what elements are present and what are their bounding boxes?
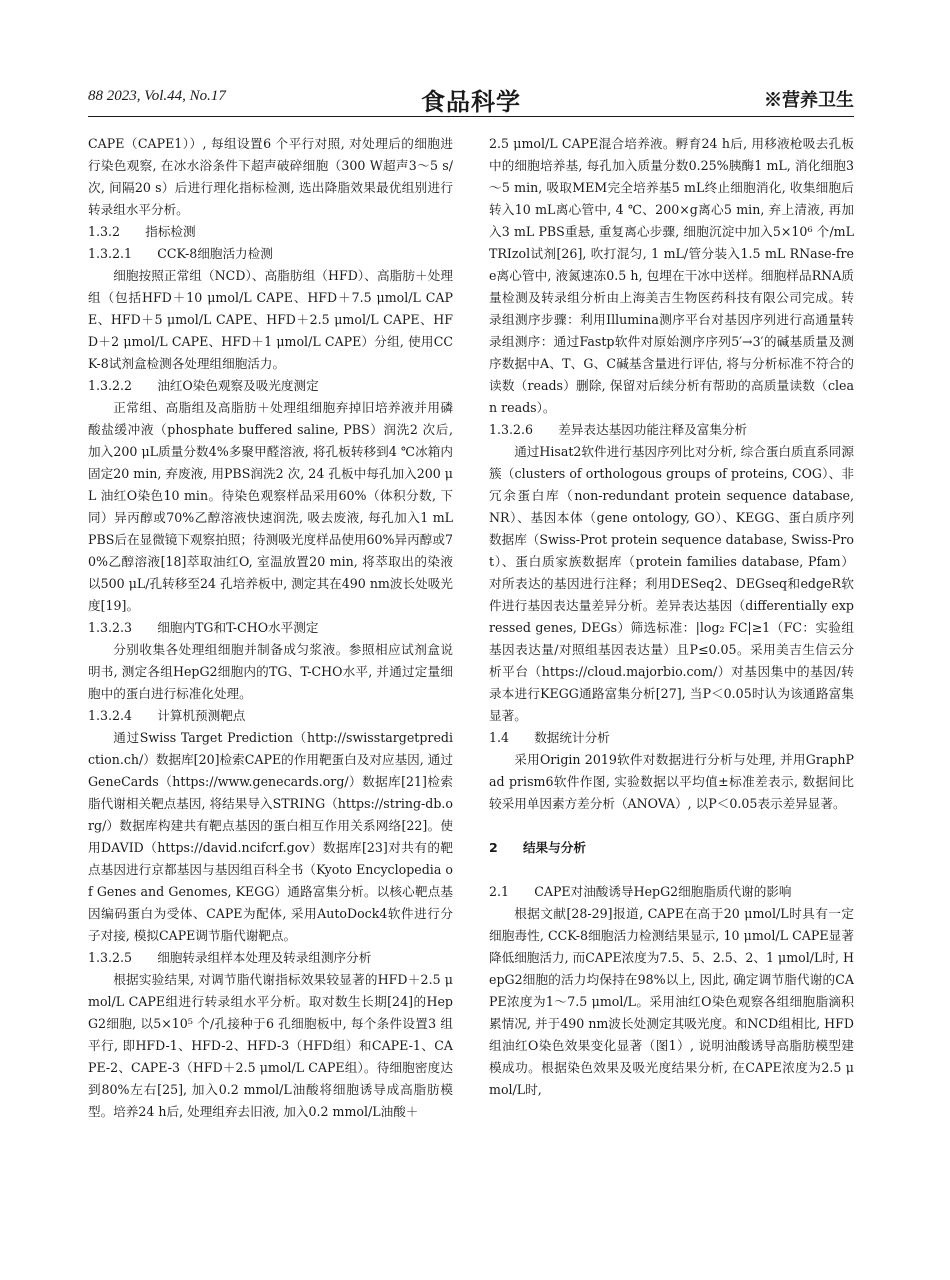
left-column [88, 133, 453, 1123]
subsection-heading: 1.3.2.2 油红O染色观察及吸光度测定 [88, 378, 319, 393]
body-paragraph: 通过Swiss Target Prediction（http://swisstargetprediction.ch/）数据库[20]检索CAPE的作用靶蛋白及对应基因, 通过GeneCards（https://www.genecards.org/）数据库[21]检索脂代谢相关靶点基因, 将结果导入STRING（https://string-db.org/）数据库构建共有靶点基因的蛋白相互作用关系网络[22]。使用DAVID（https://david.ncifcrf.gov）数据库[23]对共有的靶点基因进行京都基因与基因组百科全书（Kyoto Encyclopedia of Genes and Genomes, KEGG）通路富集分析。以核心靶点基因编码蛋白为受体、CAPE为配体, 采用AutoDock4软件进行分子对接, 模拟CAPE调节脂代谢靶点。 [88, 730, 453, 943]
section-label: ※营养卫生 [764, 90, 854, 111]
subsection-heading: 1.4 数据统计分析 [489, 730, 610, 745]
subsection-heading: 1.3.2.1 CCK-8细胞活力检测 [88, 246, 273, 261]
subsection-heading: 1.3.2.4 计算机预测靶点 [88, 708, 246, 723]
body-paragraph: CAPE（CAPE1））, 每组设置6 个平行对照, 对处理后的细胞进行染色观察, 在冰水浴条件下超声破碎细胞（300 W超声3～5 s/次, 间隔20 s）后进行理化指标检测, 选出降脂效果最优组别进行转录组水平分析。 [88, 136, 453, 217]
subsection-heading: 1.3.2.5 细胞转录组样本处理及转录组测序分析 [88, 950, 372, 965]
subsection-heading: 1.3.2.3 细胞内TG和T-CHO水平测定 [88, 620, 319, 635]
subsection-heading: 1.3.2.6 差异表达基因功能注释及富集分析 [489, 422, 748, 437]
body-paragraph: 2.5 μmol/L CAPE混合培养液。孵育24 h后, 用移液枪吸去孔板中的细胞培养基, 每孔加入质量分数0.25%胰酶1 mL, 消化细胞3～5 min, 吸取MEM完全培养基5 mL终止细胞消化, 收集细胞后转入10 mL离心管中, 4 ℃、200×g离心5 min, 弃上清液, 再加入3 mL PBS重悬, 重复离心步骤, 细胞沉淀中加入5×10⁶ 个/mL TRIzol试剂[26], 吹打混匀, 1 mL/管分装入1.5 mL RNase-free离心管中, 液氮速冻0.5 h, 包埋在干冰中送样。细胞样品RNA质量检测及转录组分析由上海美吉生物医药科技有限公司完成。转录组测序步骤：利用Illumina测序平台对基因序列进行高通量转录组测序：通过Fastp软件对原始测序序列5′→3′的碱基质量及测序数据中A、T、G、C碱基含量进行评估, 将与分析标准不符合的读数（reads）删除, 保留对后续分析有帮助的高质量读数（clean reads）。 [489, 136, 854, 415]
header-rule [88, 116, 854, 117]
body-paragraph: 根据文献[28-29]报道, CAPE在高于20 μmol/L时具有一定细胞毒性, CCK-8细胞活力检测结果显示, 10 μmol/L CAPE显著降低细胞活力, 而CAPE浓度为7.5、5、2.5、2、1 μmol/L时, HepG2细胞的活力均保持在98%以上, 因此, 确定调节脂代谢的CAPE浓度为1～7.5 μmol/L。采用油红O染色观察各组细胞脂滴积累情况, 并于490 nm波长处测定其吸光度。和NCD组相比, HFD组油红O染色效果变化显著（图1）, 说明油酸诱导高脂肪模型建模成功。根据染色效果及吸光度结果分析, 在CAPE浓度为2.5 μmol/L时, [489, 906, 854, 1097]
journal-title: 食品科学 [421, 88, 521, 116]
body-paragraph: 根据实验结果, 对调节脂代谢指标效果较显著的HFD＋2.5 μmol/L CAPE组进行转录组水平分析。取对数生长期[24]的HepG2细胞, 以5×10⁵ 个/孔接种于6 孔细胞板中, 每个条件设置3 组平行, 即HFD-1、HFD-2、HFD-3（HFD组）和CAPE-1、CAPE-2、CAPE-3（HFD＋2.5 μmol/L CAPE组）。待细胞密度达到80%左右[25], 加入0.2 mmol/L油酸将细胞诱导成高脂肪模型。培养24 h后, 处理组弃去旧液, 加入0.2 mmol/L油酸＋ [88, 972, 453, 1119]
body-paragraph: 细胞按照正常组（NCD）、高脂肪组（HFD）、高脂肪＋处理组（包括HFD＋10 μmol/L CAPE、HFD＋7.5 μmol/L CAPE、HFD＋5 μmol/L CAPE、HFD＋2.5 μmol/L CAPE、HFD＋2 μmol/L CAPE、HFD＋1 μmol/L CAPE）分组, 使用CCK-8试剂盒检测各处理组细胞活力。 [88, 268, 453, 371]
right-column [489, 133, 854, 1101]
subsection-heading: 2.1 CAPE对油酸诱导HepG2细胞脂质代谢的影响 [489, 884, 792, 899]
body-paragraph: 分别收集各处理组细胞并制备成匀浆液。参照相应试剂盒说明书, 测定各组HepG2细胞内的TG、T-CHO水平, 并通过定量细胞中的蛋白进行标准化处理。 [88, 642, 453, 701]
section-heading: 2 结果与分析 [489, 840, 586, 855]
subsection-heading: 1.3.2 指标检测 [88, 224, 196, 239]
body-paragraph: 采用Origin 2019软件对数据进行分析与处理, 并用GraphPad prism6软件作图, 实验数据以平均值±标准差表示, 数据间比较采用单因素方差分析（ANOVA）, 以P＜0.05表示差异显著。 [489, 752, 854, 811]
page-number-volume: 88 2023, Vol.44, No.17 [88, 88, 226, 104]
page-header [88, 86, 854, 116]
body-paragraph: 正常组、高脂组及高脂肪＋处理组细胞弃掉旧培养液并用磷酸盐缓冲液（phosphate buffered saline, PBS）润洗2 次后, 加入200 μL质量分数4%多聚甲醛溶液, 将孔板转移到4 ℃冰箱内固定20 min, 弃废液, 用PBS润洗2 次, 24 孔板中每孔加入200 μL 油红O染色10 min。待染色观察样品采用60%（体积分数, 下同）异丙醇或70%乙醇溶液快速润洗, 吸去废液, 每孔加入1 mL PBS后在显微镜下观察拍照；待测吸光度样品使用60%异丙醇或70%乙醇溶液[18]萃取油红O, 室温放置20 min, 将萃取出的染液以500 μL/孔转移至24 孔培养板中, 测定其在490 nm波长处吸光度[19]。 [88, 400, 453, 613]
body-paragraph: 通过Hisat2软件进行基因序列比对分析, 综合蛋白质直系同源簇（clusters of orthologous groups of proteins, COG）、非冗余蛋白库（non-redundant protein sequence database, NR）、基因本体（gene ontology, GO）、KEGG、蛋白质序列数据库（Swiss-Prot protein sequence database, Swiss-Prot）、蛋白质家族数据库（protein families database, Pfam）对所表达的基因进行注释；利用DESeq2、DEGseq和edgeR软件进行基因表达量差异分析。差异表达基因（differentially expressed genes, DEGs）筛选标准：|log₂ FC|≥1（FC：实验组基因表达量/对照组基因表达量）且P≤0.05。采用美吉生信云分析平台（https://cloud.majorbio.com/）对基因集中的基因/转录本进行KEGG通路富集分析[27], 当P＜0.05时认为该通路富集显著。 [489, 444, 854, 723]
